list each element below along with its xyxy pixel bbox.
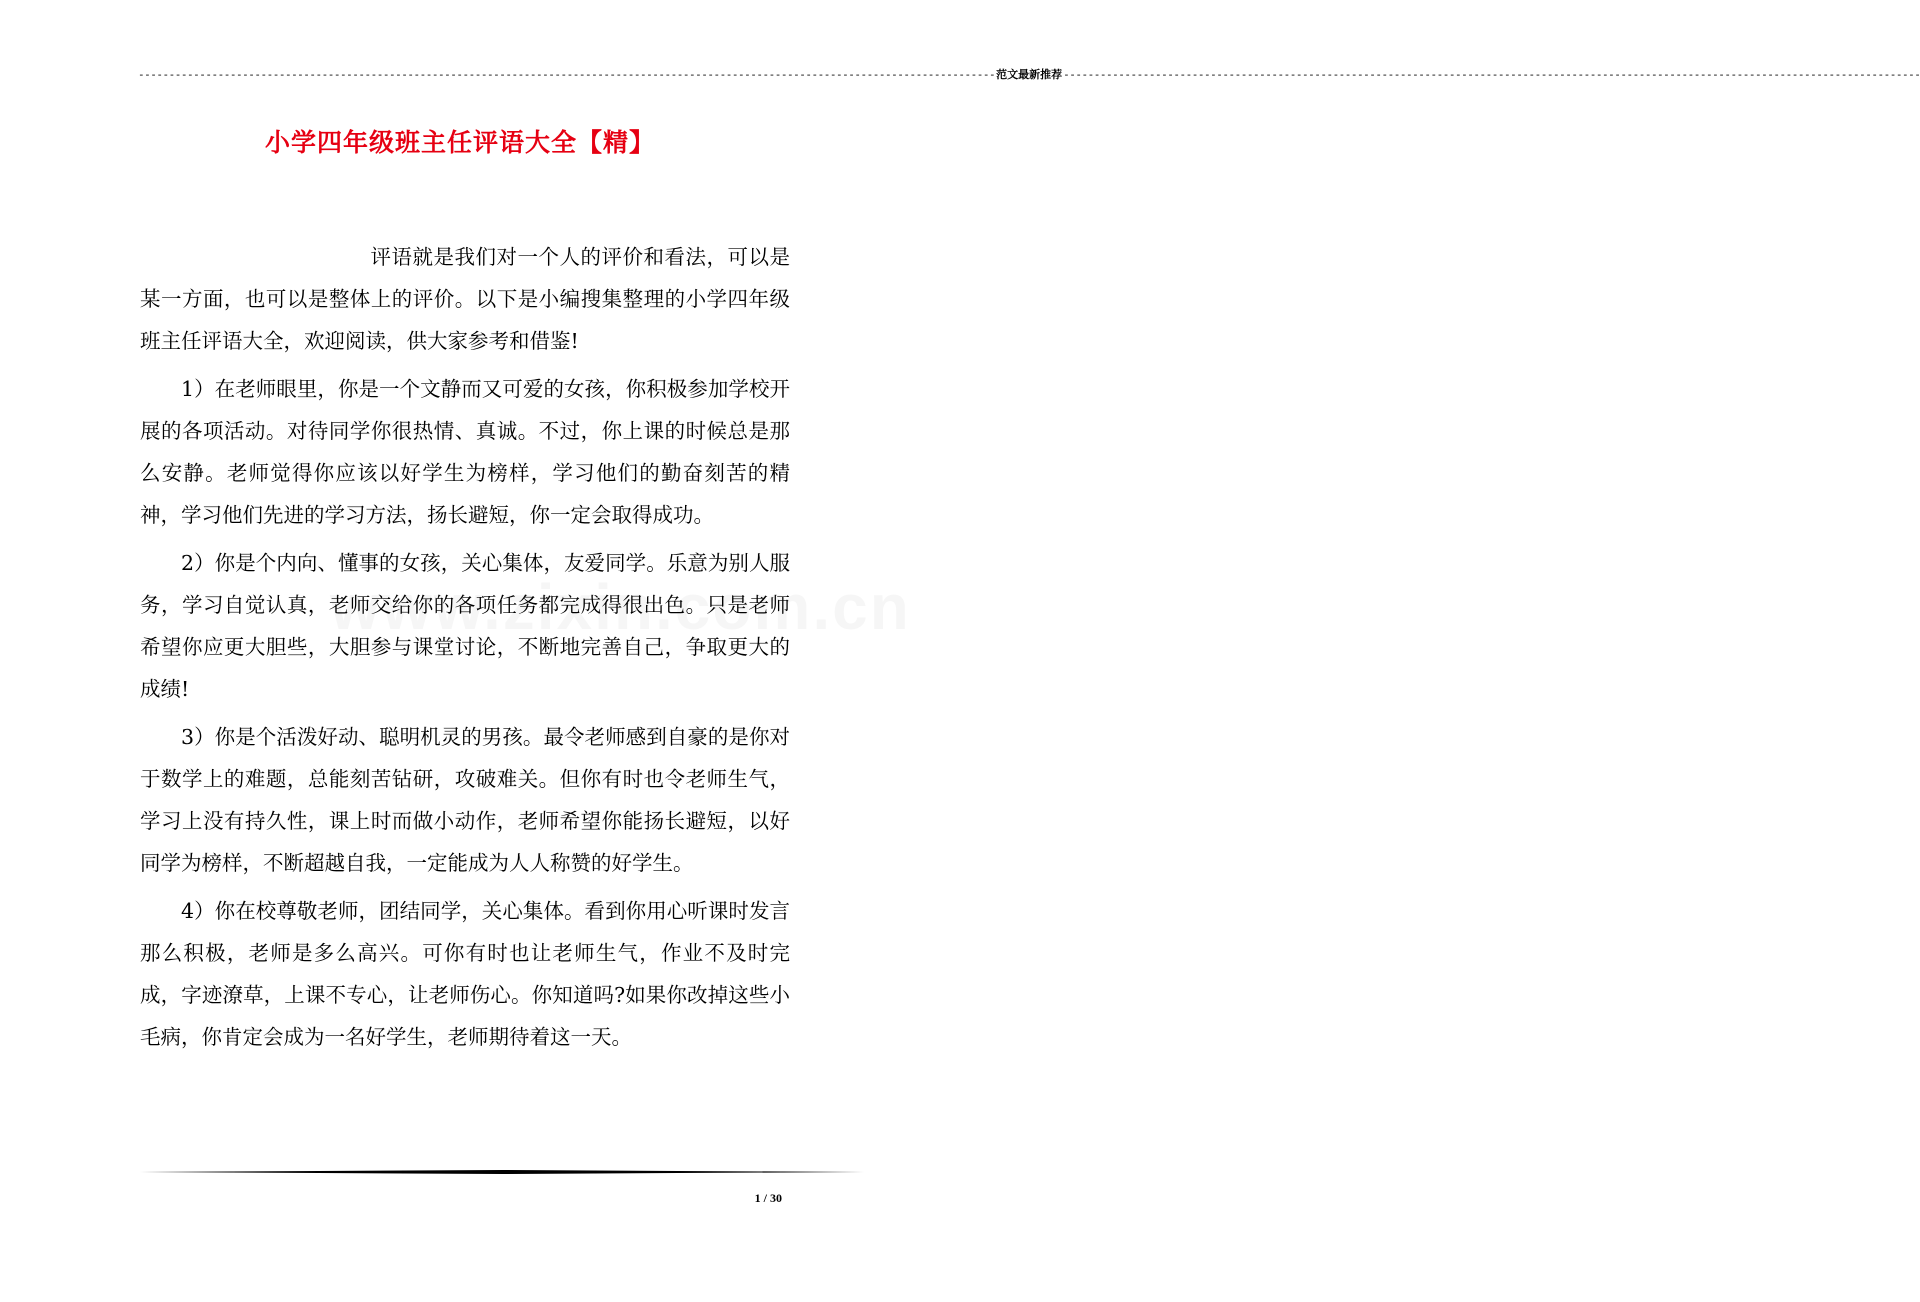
paragraph-4: 4）你在校尊敬老师，团结同学，关心集体。看到你用心听课时发言那么积极，老师是多么高兴。可你有时也让老师生气，作业不及时完成，字迹潦草，上课不专心，让老师伤心。你知道吗?如果你改掉这些小毛病，你肯定会成为一名好学生，老师期待着这一天。	[140, 899, 790, 1049]
paragraph-1: 1）在老师眼里，你是一个文静而又可爱的女孩，你积极参加学校开展的各项活动。对待同学你很热情、真诚。不过，你上课的时候总是那么安静。老师觉得你应该以好学生为榜样，学习他们的勤奋刻苦的精神，学习他们先进的学习方法，扬长避短，你一定会取得成功。	[140, 377, 790, 527]
paragraph-intro	[140, 236, 790, 362]
footer-rule	[140, 1170, 864, 1174]
header-dashes-right: --------------------------------------------------------------------------------------------------------------------------------------------	[1063, 68, 1920, 81]
document-body	[140, 236, 790, 1058]
paragraph-text: 评语就是我们对一个人的评价和看法，可以是某一方面，也可以是整体上的评价。以下是小编搜集整理的小学四年级班主任评语大全，欢迎阅读，供大家参考和借鉴!	[140, 245, 790, 353]
page-header	[138, 68, 1920, 82]
document-title: 小学四年级班主任评语大全【精】	[264, 128, 655, 157]
header-dashes-left: --------------------------------------------------------------------------------------------------------------------------------------------	[138, 68, 996, 81]
header-label: 范文最新推荐	[996, 68, 1063, 81]
paragraph-3: 3）你是个活泼好动、聪明机灵的男孩。最令老师感到自豪的是你对于数学上的难题，总能刻苦钻研，攻破难关。但你有时也令老师生气，学习上没有持久性，课上时而做小动作，老师希望你能扬长避短，以好同学为榜样，不断超越自我，一定能成为人人称赞的好学生。	[140, 725, 790, 875]
page-number: 1 / 30	[754, 1191, 782, 1205]
paragraph-2: 2）你是个内向、懂事的女孩，关心集体，友爱同学。乐意为别人服务，学习自觉认真，老师交给你的各项任务都完成得很出色。只是老师希望你应更大胆些，大胆参与课堂讨论，不断地完善自己，争取更大的成绩!	[140, 551, 790, 701]
